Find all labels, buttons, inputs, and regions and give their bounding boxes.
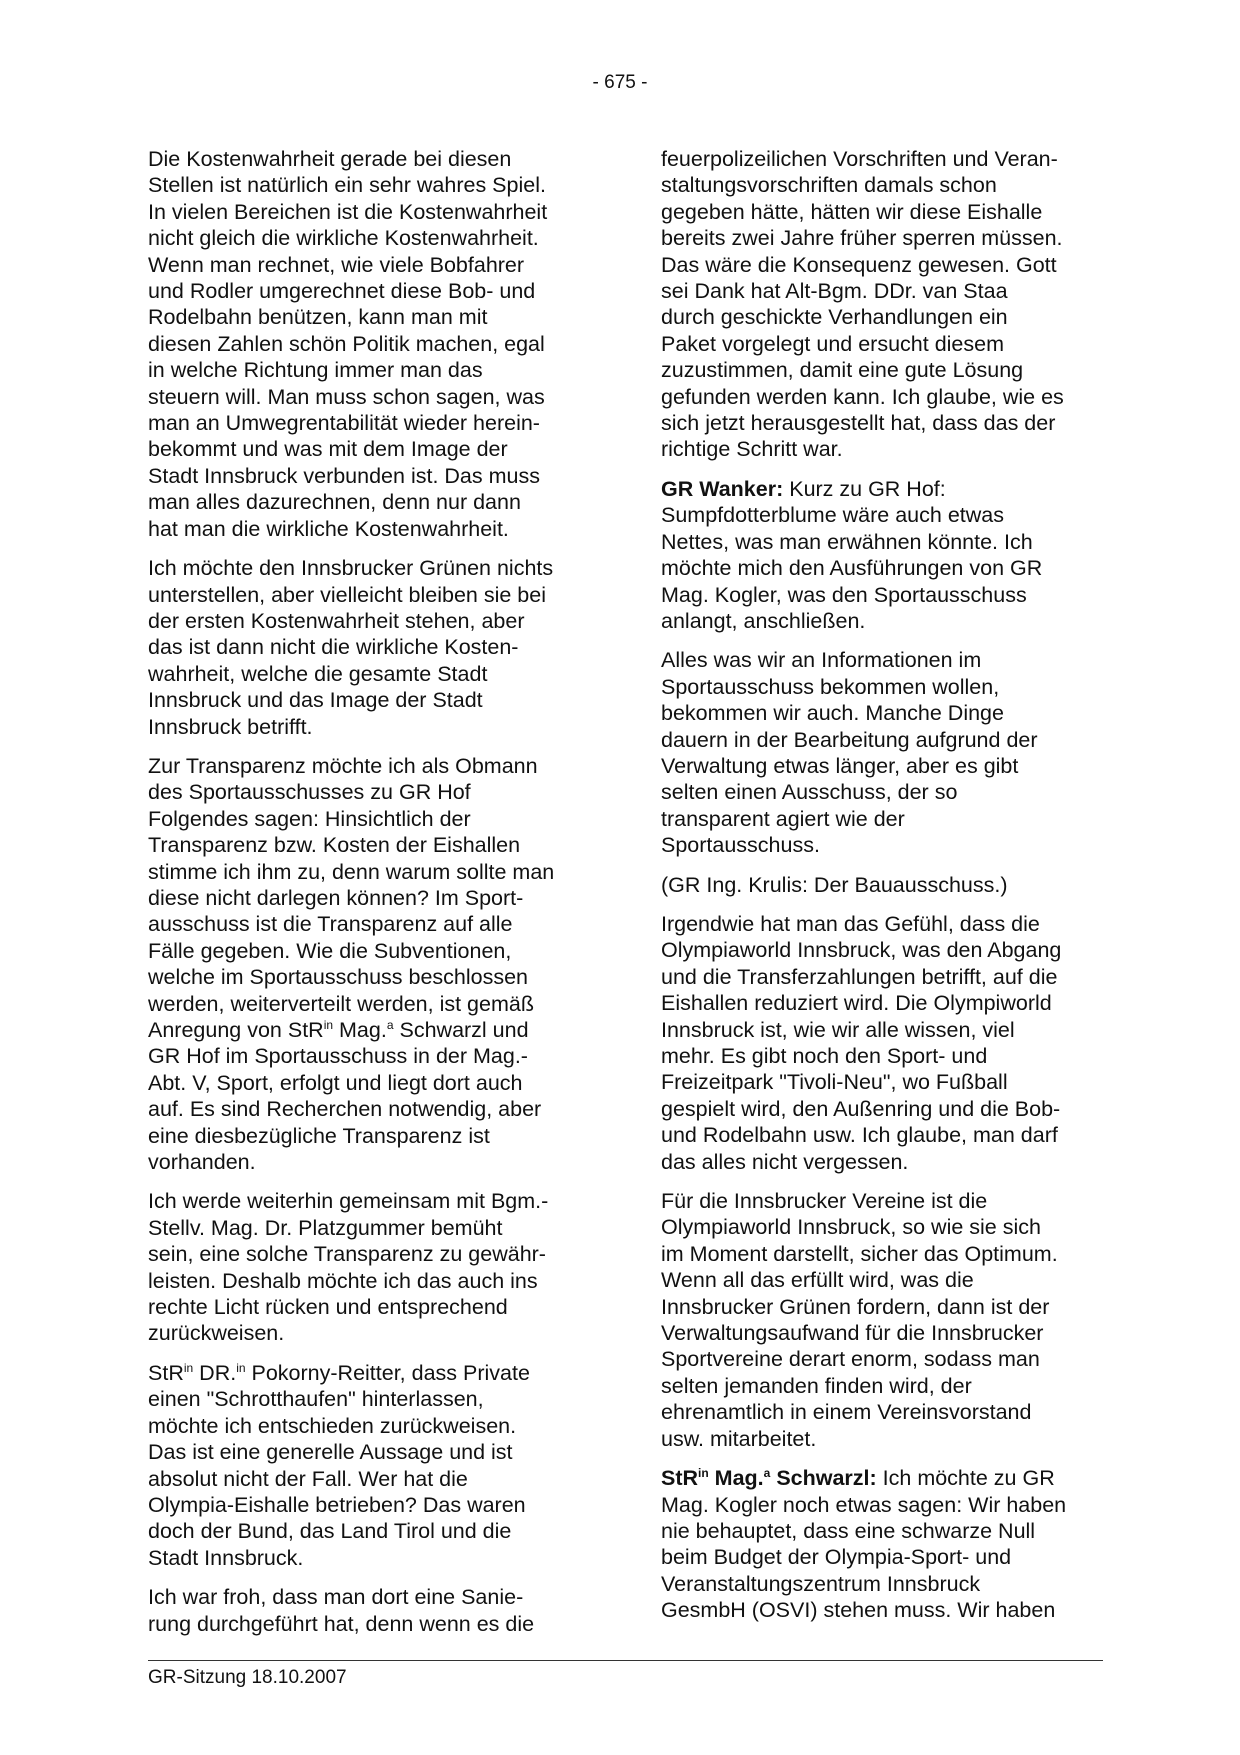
superscript: a [386,1018,394,1032]
superscript: in [236,1360,246,1375]
paragraph-pokorny-reitter [148,1360,590,1571]
left-column [148,146,590,1650]
paragraph-platzgummer: Ich werde weiterhin gemeinsam mit Bgm.- Stellv. Mag. Dr. Platzgummer bemüht sein, eine solche Transparenz zu gewähr- leisten. Deshalb möchte ich das auch ins rechte Licht rücken und entsprechend zurückweisen. [148,1189,549,1346]
text-span: Ich möchte zu GR Mag. Kogler noch etwas sagen: Wir haben nie behauptet, dass eine schwarze Null beim Budget der Olympia-Sport- und Veranstaltungszentrum Innsbruck GesmbH (OSVI) stehen muss. Wir haben [661,1466,1067,1623]
speaker-name [661,1466,877,1490]
text-span: Kurz zu GR Hof: Sumpfdotterblume wäre auch etwas Nettes, was man erwähnen könnte. Ich möchte mich den Ausführungen von GR Mag. Kogler, was den Sportausschuss anlangt, anschließen. [661,476,1043,633]
paragraph-transparenz [148,753,590,1176]
speaker-name: GR Wanker: [661,476,784,501]
text-span: Schwarzl: [770,1466,877,1491]
text-span: StR [148,1360,184,1385]
superscript: in [183,1360,194,1375]
paragraph-feuerpolizei: feuerpolizeilichen Vorschriften und Veran- staltungsvorschriften damals schon gegeben hätte, hätten wir diese Eishalle bereits zwei Jahre früher sperren müssen. Das wäre die Konsequenz gewesen. Gott sei Dank hat Alt-Bgm. DDr. van Staa durch geschickte Verhandlungen ein Paket vorgelegt und ersucht diesem zuzustimmen, damit eine gute Lösung gefunden werden kann. Ich glaube, wie es sich jetzt herausgestellt hat, dass das der richtige Schritt war. [661,147,1064,462]
superscript: a [763,1466,771,1481]
paragraph-schwarzl [661,1465,1103,1623]
paragraph-olympiaworld: Irgendwie hat man das Gefühl, dass die Olympiaworld Innsbruck, was den Abgang und die Transferzahlungen betrifft, auf die Eishallen reduziert wird. Die Olympiworld Innsbruck ist, wie wir alle wissen, viel mehr. Es gibt noch den Sport- und Freizeitpark "Tivoli-Neu", wo Fußball gespielt wird, den Außenring und die Bob- und Rodelbahn usw. Ich glaube, man darf das alles nicht vergessen. [661,911,1062,1174]
superscript: in [698,1466,709,1481]
right-column [661,146,1103,1637]
text-span: Mag. [708,1466,764,1491]
footer-divider [148,1660,1103,1661]
paragraph-informationen: Alles was wir an Informationen im Sportausschuss bekommen wollen, bekommen wir auch. Manche Dinge dauern in der Bearbeitung aufgrund der Verwaltung etwas länger, aber es gibt selten einen Ausschuss, der so transparent agiert wie der Sportausschuss. [661,648,1038,858]
superscript: in [323,1018,334,1032]
text-span: StR [661,1466,699,1491]
text-span: DR. [193,1360,237,1385]
paragraph-sanierung: Ich war froh, dass man dort eine Sanie- rung durchgeführt hat, denn wenn es die [148,1585,535,1636]
paragraph-kostenwahrheit: Die Kostenwahrheit gerade bei diesen Stellen ist natürlich ein sehr wahres Spiel. In vielen Bereichen ist die Kostenwahrheit nicht gleich die wirkliche Kostenwahrheit. Wenn man rechnet, wie viele Bobfahrer und Rodler umgerechnet diese Bob- und Rodelbahn benützen, kann man mit diesen Zahlen schön Politik machen, egal in welche Richtung immer man das steuern will. Man muss schon sagen, was man an Umwegrentabilität wieder herein- bekommt und was mit dem Image der Stadt Innsbruck verbunden ist. Das muss man alles dazurechnen, denn nur dann hat man die wirkliche Kostenwahrheit. [148,147,548,541]
text-span: Zur Transparenz möchte ich als Obmann des Sportausschusses zu GR Hof Folgendes sagen: Hinsichtlich der Transparenz bzw. Kosten der Eishallen stimme ich ihm zu, denn warum sollte man diese nicht darlegen können? Im Sport- ausschuss ist die Transparenz auf alle Fälle gegeben. Wie die Subventionen, welche im Sportausschuss beschlossen werden, weiterverteilt werden, ist gemäß Anregung von StR [148,753,555,1042]
paragraph-vereine: Für die Innsbrucker Vereine ist die Olympiaworld Innsbruck, so wie sie sich im Moment darstellt, sicher das Optimum. Wenn all das erfüllt wird, was die Innsbrucker Grünen fordern, dann ist der Verwaltungsaufwand für die Innsbrucker Sportvereine derart enorm, sodass man selten jemanden finden wird, der ehrenamtlich in einem Vereinsvorstand usw. mitarbeitet. [661,1189,1058,1451]
paragraph-interjection: (GR Ing. Krulis: Der Bauausschuss.) [661,872,1008,897]
page-number: - 675 - [592,72,648,93]
paragraph-gruene: Ich möchte den Innsbrucker Grünen nichts unterstellen, aber vielleicht bleiben sie bei der ersten Kostenwahrheit stehen, aber das ist dann nicht die wirkliche Kosten- wahrheit, welche die gesamte Stadt Innsbruck und das Image der Stadt Innsbruck betrifft. [148,556,554,739]
text-span: Schwarzl und GR Hof im Sportausschuss in der Mag.- Abt. V, Sport, erfolgt und liegt dort auch auf. Es sind Recherchen notwendig, aber eine diesbezügliche Transparenz ist vorhanden. [148,1018,542,1175]
footer-session-date: GR-Sitzung 18.10.2007 [148,1667,347,1688]
text-span: Pokorny-Reitter, dass Private einen "Schrotthaufen" hinterlassen, möchte ich entschieden zurückweisen. Das ist eine generelle Aussage und ist absolut nicht der Fall. Wer hat die Olympia-Eishalle betrieben? Das waren doch der Bund, das Land Tirol und die Stadt Innsbruck. [148,1360,530,1570]
paragraph-wanker [661,476,1103,634]
text-span: Mag. [333,1018,387,1042]
